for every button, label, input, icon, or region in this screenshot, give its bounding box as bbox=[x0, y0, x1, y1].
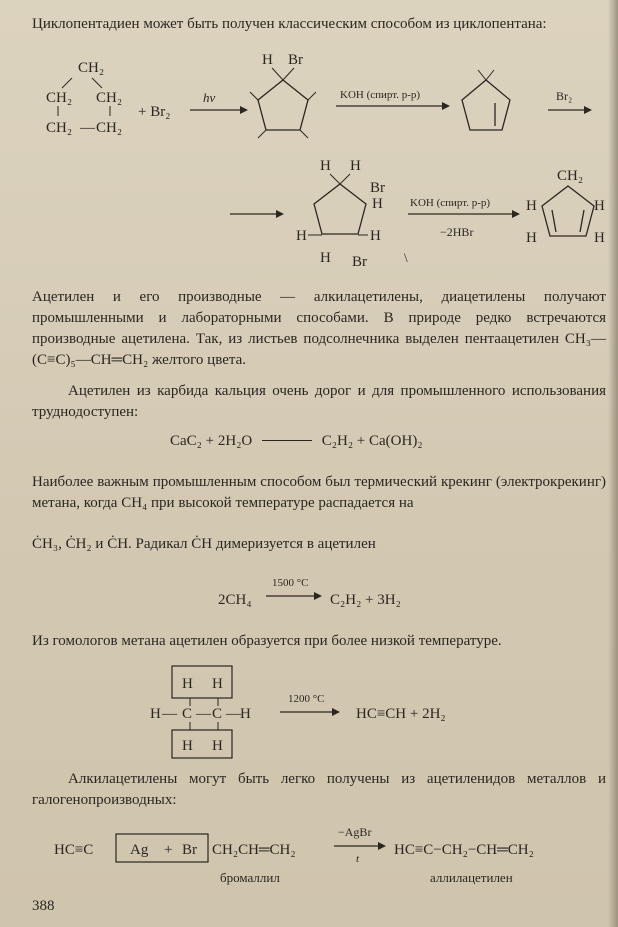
h-left-lower: H bbox=[296, 228, 307, 244]
radical-ch3: ĊH₃ bbox=[32, 536, 59, 552]
h-label: H bbox=[262, 52, 273, 68]
eq1-left: CaC₂ + 2H₂O bbox=[170, 433, 253, 449]
koh-condition-1: KOH (спирт. р-р) bbox=[340, 89, 421, 101]
label-allylacetylene: аллилацетилен bbox=[430, 870, 513, 885]
paragraph-acetylene-derivatives: Ацетилен и его производные — алкилацетилены, диацетилены получают промышленными и лабораторными способами. В природе редко встречаются производные ацетилена. Так, из листьев подсолнечника выделен пентаацетилен CH₃—(C≡C)₅—CH═CH₂ желтого цвета. bbox=[32, 289, 606, 368]
h-box-bottom-left: H bbox=[182, 738, 193, 754]
h-cpd-left-low: H bbox=[526, 230, 537, 246]
paragraph-methane-cracking: Наиболее важным промышленным способом был термический крекинг (электрокрекинг) метана, когда CH₄ при высокой температуре распадается на bbox=[32, 474, 606, 511]
radical-sentence: . Радикал bbox=[128, 536, 188, 552]
br-lower: Br bbox=[352, 254, 367, 270]
c-bond-left: — bbox=[162, 706, 177, 722]
h-cpd-right-low: H bbox=[594, 230, 605, 246]
paragraph-calcium-carbide: Ацетилен из карбида кальция очень дорог и для промышленного использования труднодоступен: bbox=[32, 383, 606, 420]
equation-carbide bbox=[170, 433, 423, 450]
intro-text: Циклопентадиен может быть получен классическим способом из циклопентана: bbox=[32, 16, 547, 32]
equation-ethane-1200 bbox=[140, 660, 520, 760]
c-right: C bbox=[212, 706, 223, 722]
eq2-right: C₂H₂ + 3H₂ bbox=[330, 592, 401, 608]
scheme-cyclopentane-bromination bbox=[0, 40, 618, 150]
radical-and: и bbox=[95, 536, 104, 552]
br-upper: Br bbox=[370, 180, 385, 196]
ch2-right: CH₂ bbox=[96, 90, 123, 106]
h-cpd-right-up: H bbox=[594, 198, 605, 214]
ch2-bottom-right: CH₂ bbox=[96, 120, 123, 136]
h-right: H bbox=[240, 706, 251, 722]
scheme-dibromide-elimination bbox=[0, 150, 618, 275]
eq4-plus: + bbox=[164, 842, 173, 858]
stray-mark: \ bbox=[404, 250, 408, 265]
ch2-dash: — bbox=[80, 120, 95, 136]
equation-allylacetylene bbox=[40, 822, 606, 888]
paragraph-alkylacetylenes: Алкилацетилены могут быть легко получены из ацетиленидов металлов и галогенопроизводных: bbox=[32, 771, 606, 808]
eq1-right: C₂H₂ + Ca(OH)₂ bbox=[321, 433, 423, 449]
c-left: C bbox=[182, 706, 193, 722]
radical-ch2: ĊH₂ bbox=[65, 536, 92, 552]
ch2-top: CH₂ bbox=[78, 60, 105, 76]
h-top-left: H bbox=[320, 158, 331, 174]
ch2-cyclopentadiene: CH₂ bbox=[557, 168, 584, 184]
eq4-left-b: CH₂CH═CH₂ bbox=[212, 842, 296, 858]
eq4-br: Br bbox=[182, 842, 197, 858]
ch2-left: CH₂ bbox=[46, 90, 73, 106]
equation-methane-1500 bbox=[200, 572, 440, 612]
eq3-cond: 1200 °C bbox=[288, 693, 325, 705]
h-left: H bbox=[150, 706, 161, 722]
eq2-left: 2CH₄ bbox=[218, 592, 252, 608]
c-bond-mid: — bbox=[196, 706, 211, 722]
h-box-bottom-right: H bbox=[212, 738, 223, 754]
paragraph-homologs: Из гомологов метана ацетилен образуется при более низкой температуре. bbox=[32, 633, 502, 649]
eq4-below: t bbox=[356, 853, 360, 865]
eq4-ag: Ag bbox=[130, 842, 149, 858]
h-right-lower: H bbox=[370, 228, 381, 244]
br-label: Br bbox=[288, 52, 303, 68]
radical-tail: димеризуется в ацетилен bbox=[215, 536, 376, 552]
h-top-right: H bbox=[350, 158, 361, 174]
h-bottom: H bbox=[320, 250, 331, 266]
koh-condition-2: KOH (спирт. р-р) bbox=[410, 197, 491, 209]
eq1-arrow bbox=[262, 440, 312, 441]
eq3-product: HC≡CH + 2H₂ bbox=[356, 706, 446, 722]
h-cpd-left-up: H bbox=[526, 198, 537, 214]
ch2-bottom-left: CH₂ bbox=[46, 120, 73, 136]
radical-ch-dimer: ĊH bbox=[191, 536, 213, 552]
h-right-upper: H bbox=[372, 196, 383, 212]
radicals-line: ĊH₃, ĊH₂ и ĊH. Радикал ĊH димеризуется в ацетилен bbox=[32, 536, 376, 552]
eq4-right: HC≡C−CH₂−CH═CH₂ bbox=[394, 842, 534, 858]
br2-condition: Br₂ bbox=[556, 89, 573, 103]
h-box-top-right: H bbox=[212, 676, 223, 692]
h-box-top-left: H bbox=[182, 676, 193, 692]
label-bromoallyl: бромаллил bbox=[220, 870, 280, 885]
hv-condition: hν bbox=[203, 90, 216, 105]
plus-br2: + Br₂ bbox=[138, 104, 171, 120]
radical-ch: ĊH bbox=[107, 536, 129, 552]
eq4-left-a: HC≡C bbox=[54, 842, 94, 858]
minus-hbr: −2HBr bbox=[440, 225, 474, 239]
eq2-cond: 1500 °C bbox=[272, 577, 309, 589]
eq4-above: −AgBr bbox=[338, 825, 372, 839]
page-number: 388 bbox=[32, 898, 55, 914]
c-bond-right: — bbox=[226, 706, 241, 722]
